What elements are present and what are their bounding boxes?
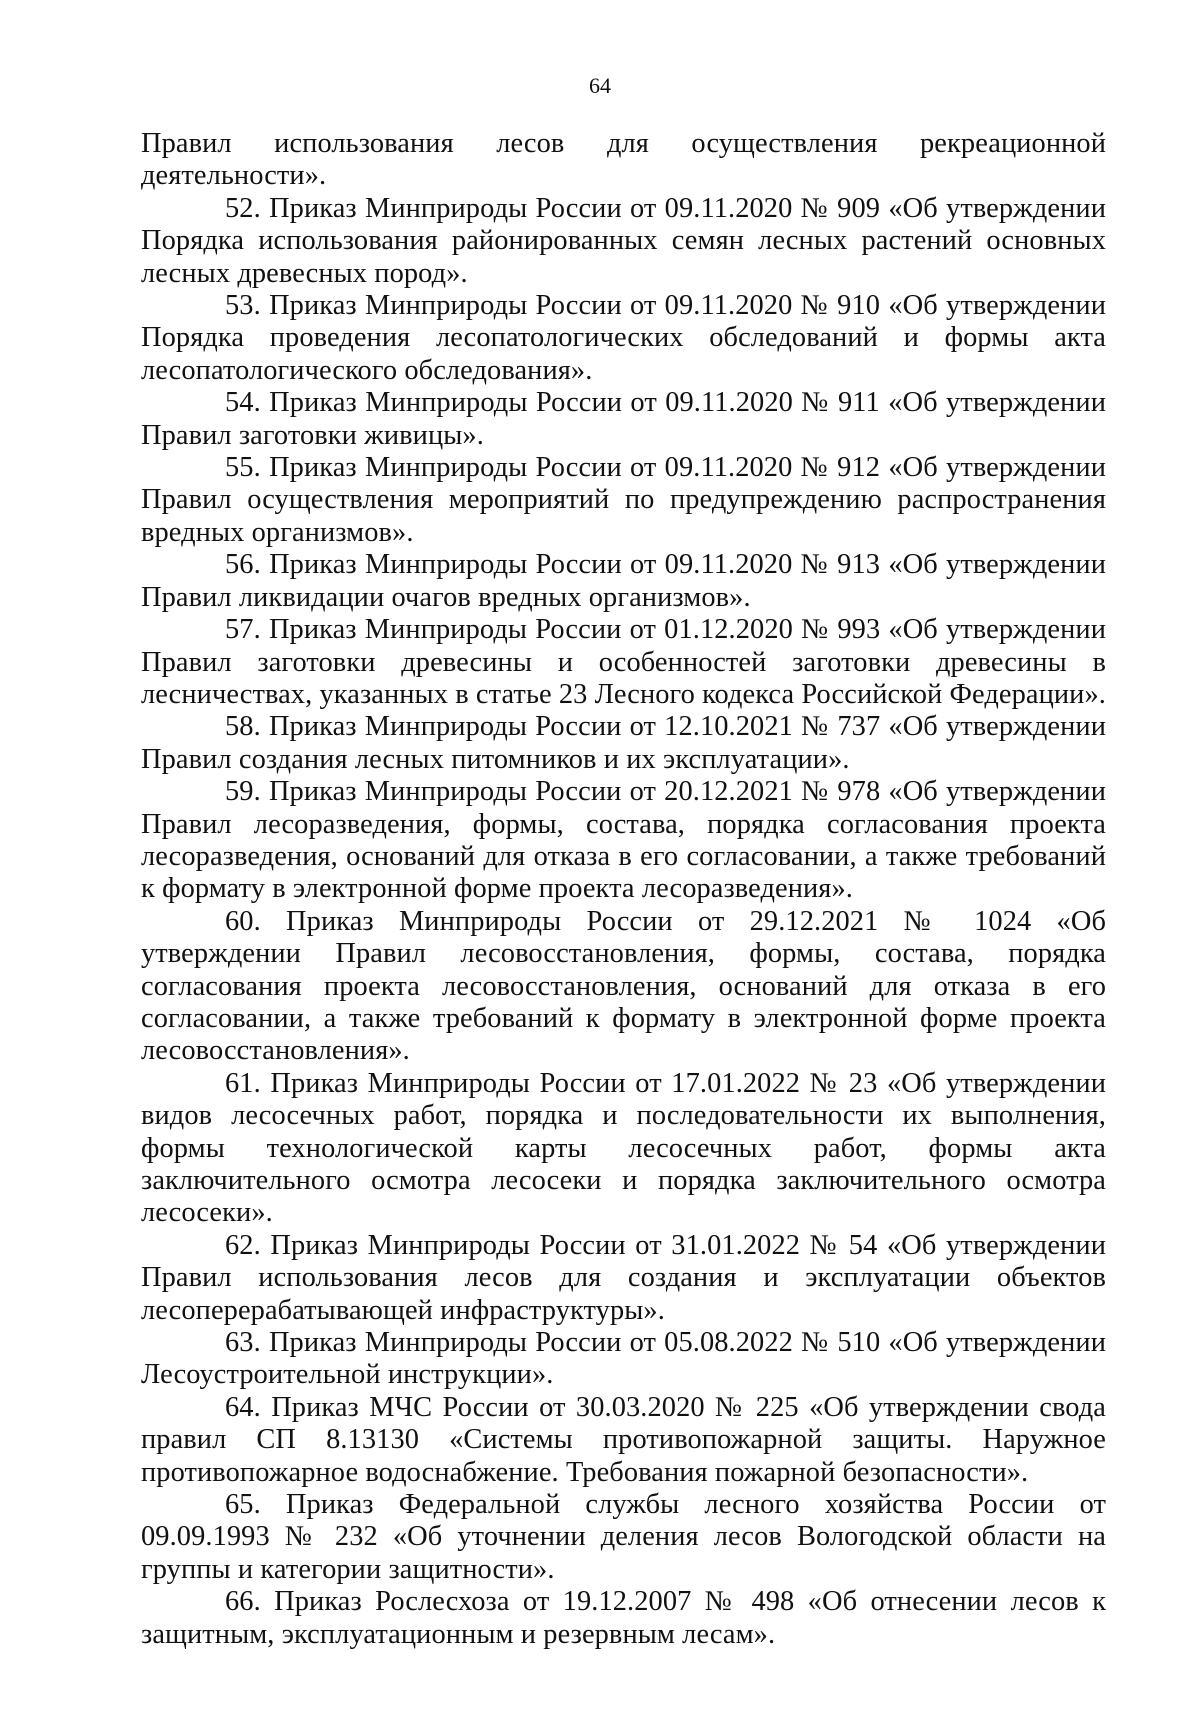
list-item-number: 62. — [225, 1229, 261, 1261]
list-item-text: Приказ Минприроды России от 31.01.2022 № 54 «Об утверждении Правил использования лесов для создания и эксплуатации объектов лесоперерабатывающей инфраструктуры». — [141, 1229, 1106, 1326]
list-item — [141, 290, 1106, 387]
list-item-number: 53. — [225, 290, 261, 322]
list-item — [141, 1068, 1106, 1230]
list-item-text: Приказ Минприроды России от 20.12.2021 № 978 «Об утверждении Правил лесоразведения, формы, состава, порядка согласования проекта лесоразведения, оснований для отказа в его согласовании, а также требований к формату в электронной форме проекта лесоразведения». — [141, 776, 1106, 905]
list-item — [141, 711, 1106, 776]
list-item-text: Приказ Минприроды России от 05.08.2022 № 510 «Об утверждении Лесоустроительной инструкции». — [141, 1327, 1106, 1391]
list-item-number: 60. — [225, 905, 261, 937]
list-item-text: Приказ Минприроды России от 09.11.2020 № 909 «Об утверждении Порядка использования районированных семян лесных растений основных лесных древесных пород». — [141, 192, 1106, 289]
list-item — [141, 776, 1106, 906]
list-item-text: Приказ Минприроды России от 01.12.2020 № 993 «Об утверждении Правил заготовки древесины и особенностей заготовки древесины в лесничествах, указанных в статье 23 Лесного кодекса Российской Федерации». — [141, 614, 1106, 710]
list-item-text: Приказ Минприроды России от 09.11.2020 № 912 «Об утверждении Правил осуществления мероприятий по предупреждению распространения вредных организмов». — [141, 452, 1106, 548]
list-item — [141, 193, 1106, 290]
document-body — [141, 128, 1106, 1651]
list-item-text: Приказ Минприроды России от 09.11.2020 № 913 «Об утверждении Правил ликвидации очагов вредных организмов». — [141, 549, 1106, 613]
list-item — [141, 614, 1106, 711]
list-item-number: 63. — [225, 1327, 261, 1359]
page-number: 64 — [589, 73, 611, 98]
list-item-number: 57. — [225, 614, 261, 646]
list-item-text: Приказ Минприроды России от 12.10.2021 № 737 «Об утверждении Правил создания лесных питомников и их эксплуатации». — [141, 711, 1106, 775]
list-item — [141, 1586, 1106, 1651]
list-item-number: 52. — [225, 192, 261, 224]
list-item — [141, 1489, 1106, 1586]
list-item-text: Приказ Минприроды России от 09.11.2020 № 911 «Об утверждении Правил заготовки живицы». — [141, 387, 1106, 451]
list-item-text: Приказ Минприроды России от 29.12.2021 № 1024 «Об утверждении Правил лесовосстановления, формы, состава, порядка согласования проекта лесовосстановления, оснований для отказа в его согласовании, а также требований к формату в электронной форме проекта лесовосстановления». — [141, 905, 1106, 1067]
list-item — [141, 1230, 1106, 1327]
list-item-text: Приказ МЧС России от 30.03.2020 № 225 «Об утверждении свода правил СП 8.13130 «Системы противопожарной защиты. Наружное противопожарное водоснабжение. Требования пожарной безопасности». — [141, 1391, 1106, 1488]
list-item-number: 59. — [225, 776, 261, 808]
list-item-number: 64. — [225, 1391, 261, 1423]
list-item — [141, 549, 1106, 614]
list-item-text: Приказ Минприроды России от 17.01.2022 № 23 «Об утверждении видов лесосечных работ, порядка и последовательности их выполнения, формы технологической карты лесосечных работ, формы акта заключительного осмотра лесосеки и порядка заключительного осмотра лесосеки». — [141, 1067, 1106, 1229]
list-item — [141, 906, 1106, 1068]
list-item-continuation — [141, 128, 1106, 193]
list-item-number: 55. — [225, 452, 261, 484]
list-item-text: Приказ Рослесхоза от 19.12.2007 № 498 «Об отнесении лесов к защитным, эксплуатационным и резервным лесам». — [141, 1586, 1106, 1650]
list-item-number: 66. — [225, 1586, 261, 1618]
list-item-text: Приказ Минприроды России от 09.11.2020 № 910 «Об утверждении Порядка проведения лесопатологических обследований и формы акта лесопатологического обследования». — [141, 290, 1106, 386]
list-item-number: 56. — [225, 549, 261, 581]
list-item-text: Приказ Федеральной службы лесного хозяйства России от 09.09.1993 № 232 «Об уточнении деления лесов Вологодской области на группы и категории защитности». — [141, 1489, 1106, 1585]
list-item-number: 58. — [225, 711, 261, 743]
list-item-number: 54. — [225, 387, 261, 419]
list-item-number: 65. — [225, 1489, 261, 1521]
list-item-text: Правил использования лесов для осуществления рекреационной деятельности». — [141, 128, 1106, 192]
list-item — [141, 387, 1106, 452]
list-item — [141, 1327, 1106, 1392]
list-item — [141, 1392, 1106, 1489]
list-item-number: 61. — [225, 1067, 261, 1099]
list-item — [141, 452, 1106, 549]
